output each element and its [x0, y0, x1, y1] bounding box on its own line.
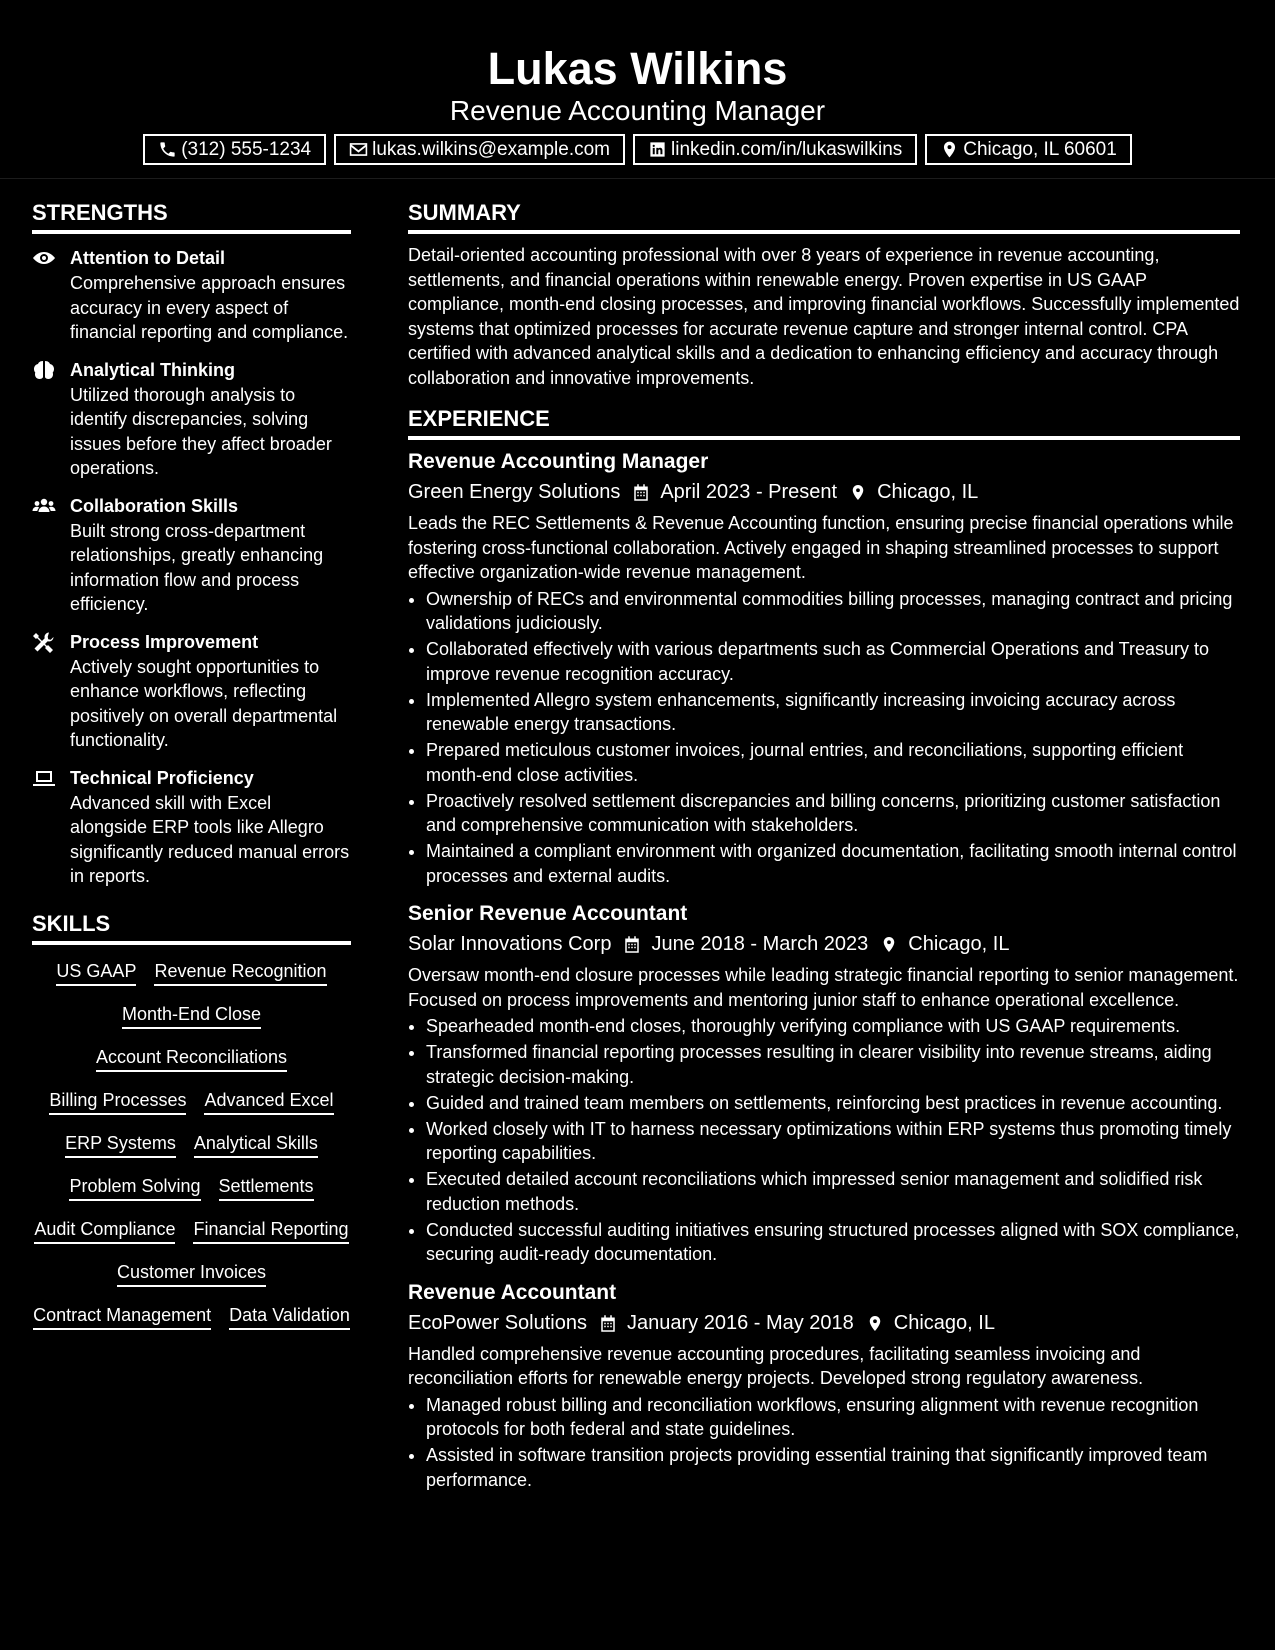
map-pin-icon	[880, 935, 898, 954]
candidate-name: Lukas Wilkins	[487, 43, 788, 94]
resume-header	[0, 0, 1275, 179]
contact-email-text: lukas.wilkins@example.com	[372, 138, 610, 160]
contact-location	[925, 134, 1132, 165]
job-company: Green Energy Solutions	[408, 481, 621, 503]
skill-tag: Revenue Recognition	[154, 959, 326, 986]
tools-icon	[32, 631, 56, 653]
candidate-title: Revenue Accounting Manager	[449, 95, 826, 126]
job-title: Revenue Accounting Manager	[408, 450, 709, 473]
skill-tag: Settlements	[219, 1174, 314, 1201]
strength-desc: Utilized thorough analysis to identify discrepancies, solving issues before they affect broader operations.	[70, 384, 332, 478]
contact-bar	[0, 134, 1275, 165]
strength-desc: Built strong cross-department relationships, greatly enhancing information flow and process efficiency.	[70, 520, 324, 614]
laptop-icon	[32, 767, 56, 789]
job-entry	[408, 446, 1240, 888]
skill-tag: Customer Invoices	[117, 1260, 266, 1287]
calendar-icon	[623, 935, 641, 954]
calendar-icon	[632, 483, 650, 502]
skills-list	[32, 945, 351, 1330]
job-bullet: • Managed robust billing and reconciliation workflows, ensuring alignment with revenue recognition protocols for both federal and state guidelines.	[426, 1393, 1240, 1442]
linkedin-icon	[648, 140, 667, 159]
job-company: Solar Innovations Corp	[408, 933, 612, 955]
job-bullet: • Prepared meticulous customer invoices, journal entries, and reconciliations, supporting efficient month-end close activities.	[426, 738, 1240, 787]
job-location: Chicago, IL	[893, 1311, 995, 1334]
strength-title: Collaboration Skills	[70, 495, 239, 516]
skill-tag: Audit Compliance	[34, 1217, 175, 1244]
strengths-heading: STRENGTHS	[32, 196, 351, 234]
experience-heading: EXPERIENCE	[408, 402, 1240, 440]
job-meta	[408, 929, 1240, 960]
job-meta	[408, 1308, 1240, 1339]
map-pin-icon	[940, 140, 959, 159]
contact-linkedin-text: linkedin.com/in/lukaswilkins	[671, 138, 903, 160]
strengths-list	[32, 245, 351, 889]
contact-phone-text: (312) 555-1234	[181, 138, 312, 160]
strength-title: Attention to Detail	[70, 248, 225, 268]
job-meta	[408, 477, 1240, 508]
skill-tag: US GAAP	[56, 959, 136, 986]
strength-title: Process Improvement	[70, 631, 259, 652]
contact-phone[interactable]	[143, 134, 326, 165]
skill-tag: Financial Reporting	[193, 1217, 348, 1244]
job-entry	[408, 898, 1240, 1267]
strength-item	[32, 765, 351, 889]
envelope-icon	[349, 140, 368, 159]
skill-tag: Billing Processes	[49, 1088, 186, 1115]
strength-item	[32, 493, 351, 617]
job-bullet: • Worked closely with IT to harness necessary optimizations within ERP systems thus promoting timely reporting capabilities.	[426, 1117, 1240, 1166]
job-bullet: • Assisted in software transition projects providing essential training that significantly improved team performance.	[426, 1443, 1240, 1492]
skill-tag: Data Validation	[229, 1303, 350, 1330]
brain-icon	[32, 359, 56, 381]
skill-tag: Problem Solving	[69, 1174, 200, 1201]
skill-tag: Advanced Excel	[204, 1088, 333, 1115]
job-bullet: • Ownership of RECs and environmental commodities billing processes, managing contract and pricing validations judiciously.	[426, 587, 1240, 636]
job-bullet: • Proactively resolved settlement discrepancies and billing concerns, prioritizing customer satisfaction and comprehensive communication with stakeholders.	[426, 789, 1240, 838]
summary-text: Detail-oriented accounting professional with over 8 years of experience in revenue accounting, settlements, and financial operations within renewable energy. Proven expertise in US GAAP compliance, month-end closing processes, and improving financial workflows. Successfully implemented systems that optimized processes for accurate revenue capture and stronger internal control. CPA certified with advanced analytical skills and a dedication to enhancing efficiency and accuracy through collaboration and innovative improvements.	[408, 245, 1240, 388]
job-location: Chicago, IL	[877, 481, 979, 503]
eye-icon	[32, 247, 56, 269]
job-bullet: • Collaborated effectively with various departments such as Commercial Operations and Treasury to improve revenue recognition accuracy.	[426, 637, 1240, 686]
calendar-icon	[599, 1314, 617, 1333]
skill-tag: Analytical Skills	[194, 1131, 318, 1158]
job-entry	[408, 1277, 1240, 1493]
job-bullet: • Executed detailed account reconciliations which impressed senior management and solidified risk reduction methods.	[426, 1167, 1240, 1216]
strength-title: Technical Proficiency	[70, 767, 254, 788]
job-title: Senior Revenue Accountant	[408, 902, 688, 925]
left-column	[32, 196, 351, 1330]
strength-desc: Advanced skill with Excel alongside ERP tools like Allegro significantly reduced manual errors in reports.	[70, 792, 350, 886]
skill-tag: Month-End Close	[122, 1002, 261, 1029]
contact-location-text: Chicago, IL 60601	[963, 138, 1117, 160]
strength-item	[32, 357, 351, 481]
contact-email[interactable]	[334, 134, 625, 165]
job-bullet: • Implemented Allegro system enhancements, significantly increasing invoicing accuracy across renewable energy transactions.	[426, 688, 1240, 737]
job-bullets	[408, 1393, 1240, 1493]
strength-desc: Actively sought opportunities to enhance workflows, reflecting positively on overall departmental functionality.	[70, 656, 338, 750]
job-dates: June 2018 - March 2023	[651, 933, 869, 955]
job-bullet: • Guided and trained team members on settlements, reinforcing best practices in revenue accounting.	[426, 1091, 1240, 1116]
skills-heading: SKILLS	[32, 907, 351, 945]
strength-title: Analytical Thinking	[70, 359, 236, 380]
job-company: EcoPower Solutions	[408, 1311, 587, 1334]
map-pin-icon	[849, 483, 867, 502]
summary-heading: SUMMARY	[408, 196, 1240, 234]
users-icon	[32, 495, 56, 517]
job-bullets	[408, 587, 1240, 889]
skill-tag: ERP Systems	[65, 1131, 176, 1158]
job-location: Chicago, IL	[908, 933, 1010, 955]
contact-linkedin[interactable]	[633, 134, 917, 165]
job-description: Handled comprehensive revenue accounting procedures, facilitating seamless invoicing and reconciliation efforts for renewable energy projects. Developed strong regulatory awareness.	[408, 1343, 1144, 1388]
job-bullets	[408, 1014, 1240, 1267]
job-bullet: • Conducted successful auditing initiatives ensuring structured processes aligned with SOX compliance, securing audit-ready documentation.	[426, 1218, 1240, 1267]
skill-tag: Contract Management	[33, 1303, 211, 1330]
job-dates: April 2023 - Present	[660, 481, 838, 503]
phone-icon	[158, 140, 177, 159]
right-column	[408, 196, 1240, 1494]
strength-desc: Comprehensive approach ensures accuracy in every aspect of financial reporting and compliance.	[70, 273, 349, 342]
job-bullet: • Maintained a compliant environment with organized documentation, facilitating smooth internal control processes and external audits.	[426, 839, 1240, 888]
strength-item	[32, 629, 351, 753]
map-pin-icon	[866, 1314, 884, 1333]
strength-item	[32, 245, 351, 345]
job-title: Revenue Accountant	[408, 1280, 617, 1304]
job-bullet: • Transformed financial reporting processes resulting in clearer visibility into revenue streams, aiding strategic decision-making.	[426, 1040, 1240, 1089]
job-description: Oversaw month-end closure processes while leading strategic financial reporting to senior management. Focused on process improvements and mentoring junior staff to enhance operational excellence.	[408, 965, 1239, 1010]
job-dates: January 2016 - May 2018	[626, 1311, 854, 1334]
job-description: Leads the REC Settlements & Revenue Accounting function, ensuring precise financial operations while fostering cross-functional collaboration. Actively engaged in shaping streamlined processes to support effective organization-wide revenue management.	[408, 513, 1234, 582]
job-bullet: • Spearheaded month-end closes, thoroughly verifying compliance with US GAAP requirements.	[426, 1014, 1240, 1039]
skill-tag: Account Reconciliations	[96, 1045, 287, 1072]
